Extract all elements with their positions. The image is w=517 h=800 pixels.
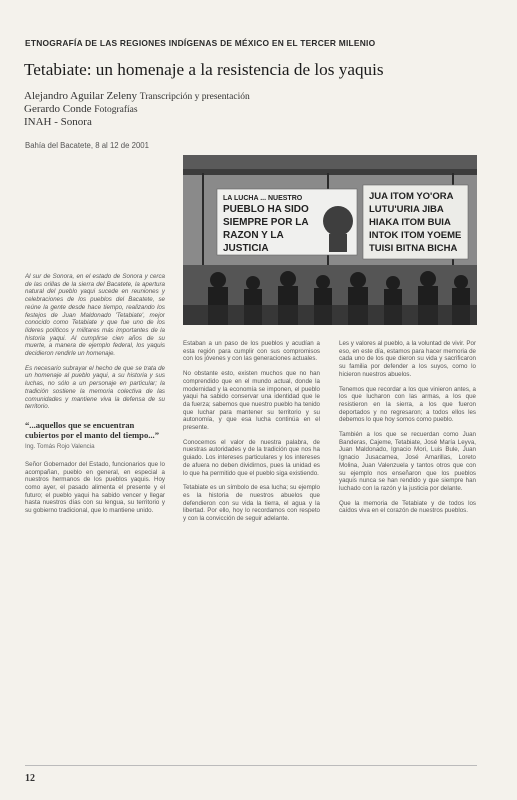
- banner-right-line-4: INTOK ITOM YOEME: [369, 230, 462, 241]
- article-title: Tetabiate: un homenaje a la resistencia de los yaquis: [24, 60, 384, 79]
- institution: INAH - Sonora: [24, 116, 92, 128]
- banner-left-line-5: JUSTICIA: [223, 243, 269, 254]
- col2-paragraph-1: Estaban a un paso de los pueblos y acudían a esta región para cumplir con sus compromisos con los jóvenes y con las generaciones actuales.: [183, 340, 320, 363]
- col3-paragraph-1: Les y valores al pueblo, a la voluntad de vivir. Por eso, en este día, estamos para hacer memoria de cada uno de los que dieron su vida y sacrificaron su familia por defender a los suyos, como lo hicieron nuestros abuelos.: [339, 340, 476, 378]
- col2-paragraph-2: No obstante esto, existen muchos que no han comprendido que en el mundo actual, donde la modernidad y la economía se imponen, el pueblo yaqui ha sabido conservar una identidad que le da fuerza; sabemos que nuestro pueblo ha tenido que luchar para mantener su territorio y su autonomía, y que esa lucha continúa en el presente.: [183, 370, 320, 432]
- banner-left-line-4: RAZON Y LA: [223, 230, 284, 241]
- col2-paragraph-4: Tetabiate es un símbolo de esa lucha; su ejemplo es la historia de nuestros abuelos que defendieron con su vida la tierra, el agua y la libertad. Por ello, hoy lo recordamos con respeto y con la convicción de seguir adelante.: [183, 484, 320, 523]
- text-column-3: [339, 340, 476, 735]
- banner-right-line-2: LUTU'URIA JIBA: [369, 204, 444, 215]
- col3-paragraph-2: Tenemos que recordar a los que vinieron antes, a los que lucharon con las armas, a los que resistieron en la sierra, a los que fueron deportados y no regresaron; a todos ellos les debemos lo que hoy somos como pueblo.: [339, 385, 476, 424]
- credits-block: [24, 90, 324, 128]
- banner-left-line-1: LA LUCHA ... NUESTRO: [223, 195, 303, 202]
- banner-right-line-5: TUISI BITNA BICHA: [369, 243, 458, 254]
- col3-paragraph-4: Que la memoria de Tetabiate y de todos los caídos viva en el corazón de nuestros pueblos.: [339, 499, 476, 515]
- speech-paragraph: Señor Gobernador del Estado, funcionarios que lo acompañan, pueblo en general, en especial a nuestros hermanos de los pueblos yaquis. Hoy como ayer, el pasado alimenta el presente y el futuro; el pueblo yaqui ha sabido vencer y llegar hasta nuestros días con su lengua, su territorio y su gobierno tradicional, que lo mantiene unido.: [25, 460, 165, 515]
- photographer-name: Gerardo Conde: [24, 103, 92, 115]
- pull-quote-credit: Ing. Tomás Rojo Valencia: [25, 443, 95, 451]
- banner-right-line-3: HIAKA ITOM BUIA: [369, 217, 451, 228]
- event-photograph: [183, 155, 477, 325]
- banner-left-line-3: SIEMPRE POR LA: [223, 217, 309, 228]
- banner-right-line-1: JUA ITOM YO'ORA: [369, 191, 454, 202]
- footer-rule: [25, 765, 477, 766]
- text-column-1: [25, 273, 165, 723]
- banner-left-line-2: PUEBLO HA SIDO: [223, 204, 309, 215]
- author-name: Alejandro Aguilar Zeleny: [24, 90, 138, 102]
- text-column-2: [183, 340, 320, 735]
- col2-paragraph-3: Conocemos el valor de nuestra palabra, de nuestras autoridades y de la tradición que nos ha guiado. Los intereses particulares y los intereses de afuera no deben dividirnos, pues la unidad es lo que ha permitido que el pueblo siga existiendo.: [183, 438, 320, 477]
- photo-illustration: [183, 155, 477, 325]
- col3-paragraph-3: También a los que se recuerdan como Juan Banderas, Cajeme, Tetabiate, José María Leyva, Juan Maldonado, Ignacio Mori, Luis Bule, Juan Ignacio Jusacamea, José Amarillas, Loreto Molina, Juan Valenzuela y tantos otros que con su ejemplo nos enseñaron que los pueblos yaquis nunca se han rendido y que siempre han luchado con la razón y la justicia por delante.: [339, 431, 476, 492]
- author-role: Transcripción y presentación: [139, 92, 250, 102]
- dateline: Bahía del Bacatete, 8 al 12 de 2001: [25, 141, 149, 150]
- section-kicker: ETNOGRAFÍA DE LAS REGIONES INDÍGENAS DE MÉXICO EN EL TERCER MILENIO: [25, 38, 376, 48]
- intro-paragraph: Al sur de Sonora, en el estado de Sonora y cerca de las orillas de la sierra del Bacatete, la apertura natural del pueblo yaqui sucede en reuniones y celebraciones de los pueblos del Bacatete, se reúne la gente desde hace tiempo, realizando los festejos de Juan Maldonado 'Tetabiate', mejor conocido como Tetabiate y que fue uno de los líderes políticos y militares más importantes de la historia yaqui. Al cumplirse cien años de su muerte, a manera de ejemplo federal, los yaquis decidieron rendirle un homenaje.: [25, 273, 165, 358]
- pull-quote: “...aquellos que se encuentran cubiertos por el manto del tiempo...”: [25, 419, 159, 440]
- intro-paragraph-2: Es necesario subrayar el hecho de que se trata de un homenaje al pueblo yaqui, a su historia y sus luchas, no sólo a un personaje en particular; la tradición sostiene la memoria colectiva de las comunidades y mantiene viva la defensa de su territorio.: [25, 364, 165, 411]
- photographer-role: Fotografías: [94, 105, 138, 115]
- page-number: 12: [25, 773, 35, 784]
